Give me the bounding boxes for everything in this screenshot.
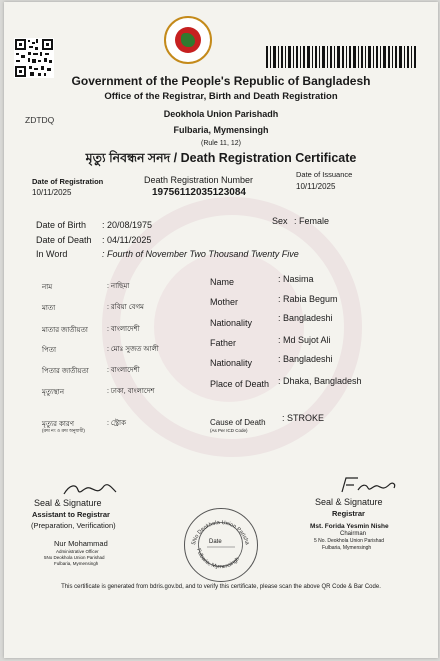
left-sub-role: (Preparation, Verification) [31, 521, 116, 530]
father-nationality-value: : Bangladeshi [278, 354, 333, 364]
place-of-death-value: : Dhaka, Bangladesh [278, 376, 362, 386]
cause-of-death-label: Cause of Death [210, 418, 266, 427]
father-value: : Md Sujot Ali [278, 335, 331, 345]
place-of-death-label: Place of Death [210, 379, 270, 389]
union-seal-stamp [184, 508, 258, 582]
right-role: Registrar [332, 509, 365, 518]
qr-code-label: ZDTDQ [25, 115, 55, 125]
certificate-title: মৃত্যু নিবন্ধন সনদ / Death Registration Certificate [85, 151, 357, 165]
in-word-value: : Fourth of November Two Thousand Twenty Five [102, 249, 299, 259]
bn-mother-label: মাতা [42, 305, 56, 312]
bn-cause-of-death-value: : স্ট্রোক [107, 420, 126, 427]
in-word-label: In Word [36, 249, 68, 259]
barcode-icon [266, 46, 416, 68]
name-label: Name [210, 277, 235, 287]
mother-nationality-label: Nationality [210, 318, 253, 328]
bn-cause-note: (ক্রম নং ও ক্রম অনুযায়ী) [42, 428, 85, 433]
registration-number-label: Death Registration Number [144, 175, 254, 185]
seal-ring-top-text: 5No Deokhola Union Parisha [191, 520, 250, 546]
right-seal-label: Seal & Signature [315, 497, 383, 507]
seal-ring-bottom-text: Fulbaria, Mymensingh [195, 547, 241, 571]
bn-place-of-death-value: : ঢাকা, বাংলাদেশ [107, 388, 155, 395]
office-title: Office of the Registrar, Birth and Death Registration [104, 91, 338, 102]
right-designation: Chairman [340, 531, 367, 537]
bn-father-nationality-label: পিতার জাতীয়তা [42, 368, 89, 375]
left-office-line1: 5No Deokhola Union Parishad [44, 555, 105, 560]
father-nationality-label: Nationality [210, 358, 253, 368]
registration-number-value: 19756112035123084 [152, 187, 246, 198]
date-of-death-value: : 04/11/2025 [102, 235, 152, 245]
footer-note: This certificate is generated from bdris.gov.bd, and to verify this certificate, please scan the above QR Code & Bar Code. [61, 584, 381, 590]
sex-label: Sex [272, 216, 288, 226]
right-office-line2: Fulbaria, Mymensingh [322, 545, 372, 551]
date-of-birth-value: : 20/08/1975 [102, 220, 153, 230]
certificate-paper [4, 2, 438, 658]
svg-text:Fulbaria, Mymensingh [195, 548, 241, 570]
qr-code-icon [14, 38, 54, 78]
left-signature-mark [62, 480, 118, 498]
bn-father-label: পিতা [42, 347, 57, 354]
bn-father-value: : মোঃ সুজত আলী [107, 346, 159, 353]
date-of-registration-value: 10/11/2025 [32, 188, 72, 197]
bangladesh-emblem-icon [164, 16, 212, 64]
mother-value: : Rabia Begum [278, 294, 338, 304]
bn-name-value: : নাছিমা [107, 283, 130, 290]
bn-mother-value: : রবিয়া বেগম [107, 304, 144, 311]
left-office-line2: Fulbaria, Mymensingh [54, 561, 99, 566]
cause-of-death-value: : STROKE [282, 413, 325, 423]
father-label: Father [210, 338, 237, 348]
left-name: Nur Mohammad [54, 539, 108, 548]
bn-cause-of-death-label: মৃত্যুর কারণ [42, 421, 74, 428]
location-title: Fulbaria, Mymensingh [173, 125, 269, 135]
sex-value: : Female [294, 216, 330, 226]
en-cause-note: (As Per ICD Code) [210, 428, 248, 433]
date-of-death-label: Date of Death [36, 235, 92, 245]
right-signature-mark [338, 474, 398, 496]
right-office-line1: 5 No. Deokhola Union Parishad [314, 538, 385, 544]
date-of-birth-label: Date of Birth [36, 220, 87, 230]
bn-place-of-death-label: মৃত্যুস্থান [42, 389, 65, 396]
date-of-issuance-label: Date of Issuance [296, 170, 353, 179]
union-title: Deokhola Union Parishadh [163, 109, 279, 119]
left-role: Assistant to Registrar [32, 510, 110, 519]
seal-date-label: Date [209, 539, 222, 545]
date-of-issuance-value: 10/11/2025 [296, 182, 336, 191]
left-seal-label: Seal & Signature [34, 498, 102, 508]
bn-name-label: নাম [42, 284, 53, 291]
rule-reference: (Rule 11, 12) [201, 140, 241, 147]
government-title: Government of the People's Republic of Bangladesh [71, 74, 371, 88]
bn-father-nationality-value: : বাংলাদেশী [107, 367, 140, 374]
bn-mother-nationality-value: : বাংলাদেশী [107, 326, 140, 333]
right-name: Mst. Forida Yesmin Nishe [310, 523, 389, 530]
name-value: : Nasima [278, 274, 314, 284]
bn-mother-nationality-label: মাতার জাতীয়তা [42, 327, 88, 334]
mother-nationality-value: : Bangladeshi [278, 313, 333, 323]
mother-label: Mother [210, 297, 239, 307]
date-of-registration-label: Date of Registration [32, 177, 104, 186]
left-designation: Administrative Officer [56, 549, 99, 554]
